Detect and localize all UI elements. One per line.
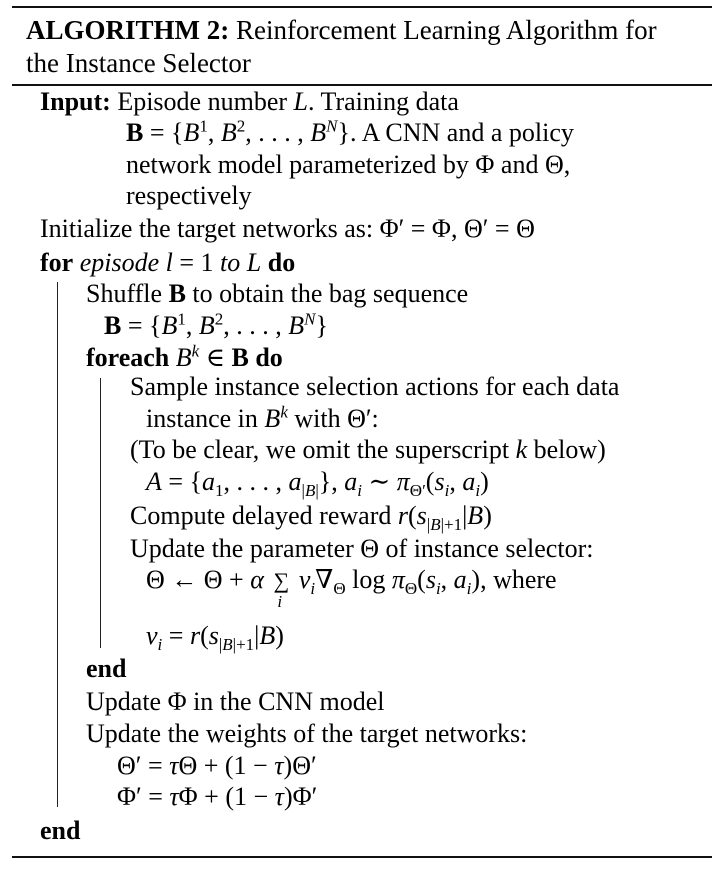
shuffle-text-b: to obtain the bag sequence <box>192 279 469 308</box>
input-text-1b: . Training data <box>307 87 459 116</box>
foreach-block-bar <box>100 378 101 648</box>
shuffle-line: Shuffle B to obtain the bag sequence <box>86 279 469 308</box>
input-text-1: Episode number <box>117 87 288 116</box>
top-rule <box>12 6 712 8</box>
foreach-end-keyword: end <box>86 654 127 683</box>
foreach-line: foreach $B^k$ ∈ B do <box>86 341 283 372</box>
value-formula: $v_i = r(s_{|B|+1}|B)$ <box>146 621 284 655</box>
clear-text-end: below) <box>533 435 606 464</box>
for-to-word: to <box>220 248 241 277</box>
theta-target-formula: Θ′ = τΘ + (1 − τ)Θ′ <box>117 751 317 780</box>
compute-text: Compute delayed reward <box>130 501 392 530</box>
input-text-2b: . A CNN and a policy <box>350 118 574 147</box>
sample-text-2a: instance in <box>146 404 258 433</box>
clear-text: (To be clear, we omit the superscript <box>130 435 510 464</box>
for-do-keyword: do <box>267 248 296 277</box>
update-weights-line: Update the weights of the target networks: <box>86 719 528 748</box>
for-keyword: for <box>40 248 74 277</box>
phi-target-formula: Φ′ = τΦ + (1 − τ)Φ′ <box>117 782 318 811</box>
bottom-rule <box>12 856 712 858</box>
clear-line: (To be clear, we omit the superscript k below) <box>130 435 606 464</box>
for-line: for episode l = 1 to L do <box>40 248 296 277</box>
input-keyword: Input: <box>40 87 111 116</box>
algorithm-label: ALGORITHM 2: <box>26 15 230 45</box>
for-end-keyword: end <box>40 816 81 845</box>
gradient-formula: Θ ← Θ + α ∑ i $v_i\nabla_\Theta$ $\log \pi_\Theta(s_i$, $a_i$), where <box>146 565 557 611</box>
foreach-keyword: foreach <box>86 343 170 372</box>
bag-sequence-formula: $B = \{B^1$, $B^2$, . . . , $B^N$} <box>104 309 328 340</box>
shuffle-text: Shuffle <box>86 279 163 308</box>
where-text: , where <box>480 565 557 594</box>
algorithm-title <box>26 14 696 80</box>
sample-text-2b: with <box>294 404 341 433</box>
update-phi-line: Update Φ in the CNN model <box>86 687 385 716</box>
foreach-do-keyword: do <box>255 343 283 372</box>
input-line-3: network model parameterized by Φ and Θ, <box>126 150 571 179</box>
for-episode-word: episode <box>79 248 160 277</box>
for-block-bar <box>57 282 58 807</box>
action-set-formula: $A = \{a_1$, . . . , $a_{|B|}$}, $a_i$ ∼ $\pi_{\Theta'}(s_i$, $a_i$) <box>146 467 489 501</box>
foreach-end <box>86 653 126 685</box>
input-line-4: respectively <box>126 181 252 210</box>
algorithm-caption: Reinforcement Learning Algorithm for the Instance Selector <box>26 15 657 78</box>
update-theta-line: Update the parameter Θ of instance selector: <box>130 534 594 563</box>
input-line-2: $B = \{B^1$, $B^2$, . . . , $B^N$}. A CNN and a policy <box>126 116 574 147</box>
compute-reward-line: Compute delayed reward $r(s_{|B|+1}|B)$ <box>130 501 492 535</box>
init-text: Initialize the target networks as: <box>40 214 374 243</box>
sample-line-1: Sample instance selection actions for each data <box>130 372 620 401</box>
init-line: Initialize the target networks as: Φ′ = Φ, Θ′ = Θ <box>40 214 535 243</box>
for-end <box>40 815 80 847</box>
sample-line-2: instance in $B^k$ with Θ′: <box>146 402 379 433</box>
input-line-1: Input: Episode number L. Training data <box>40 87 459 116</box>
